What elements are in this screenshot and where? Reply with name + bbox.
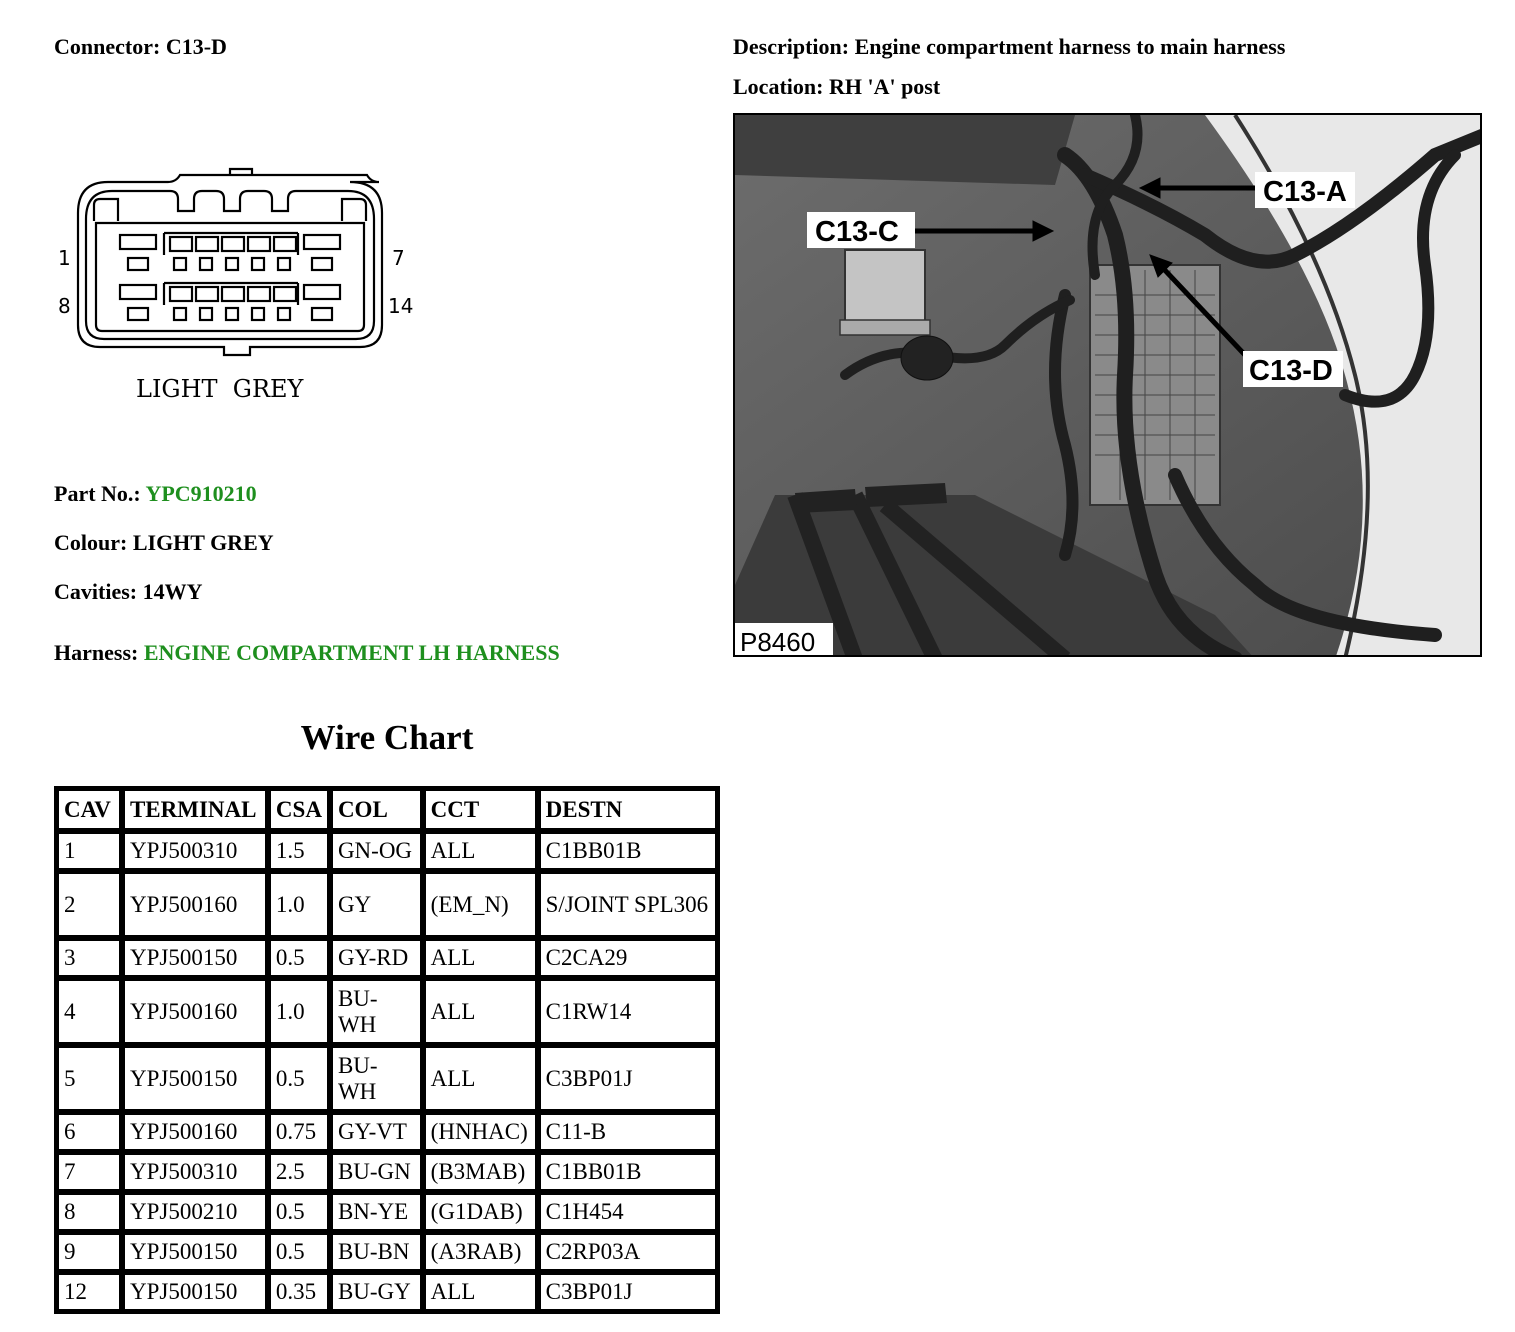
cell-csa: 0.5 xyxy=(268,1232,330,1272)
table-row xyxy=(56,1272,718,1312)
colour-line xyxy=(54,530,274,556)
cell-cav: 4 xyxy=(56,978,122,1045)
cavities-label: Cavities: xyxy=(54,579,138,604)
table-row xyxy=(56,871,718,938)
table-row xyxy=(56,1152,718,1192)
col-header-cct: CCT xyxy=(423,788,538,831)
cell-terminal: YPJ500160 xyxy=(122,871,268,938)
cell-csa: 0.5 xyxy=(268,938,330,978)
cell-destn: C3BP01J xyxy=(538,1045,718,1112)
pin-label-7: 7 xyxy=(392,246,405,270)
cell-csa: 0.75 xyxy=(268,1112,330,1152)
cell-destn: S/JOINT SPL306 xyxy=(538,871,718,938)
cell-cav: 1 xyxy=(56,831,122,871)
cell-destn: C11-B xyxy=(538,1112,718,1152)
description-label: Description: xyxy=(733,34,850,59)
col-header-terminal: TERMINAL xyxy=(122,788,268,831)
cell-cct: ALL xyxy=(423,978,538,1045)
table-row xyxy=(56,978,718,1045)
cell-cav: 3 xyxy=(56,938,122,978)
col-header-csa: CSA xyxy=(268,788,330,831)
cell-cav: 2 xyxy=(56,871,122,938)
table-row xyxy=(56,1232,718,1272)
cell-cct: ALL xyxy=(423,1272,538,1312)
cell-col: BU-GY xyxy=(330,1272,423,1312)
col-header-destn: DESTN xyxy=(538,788,718,831)
part-no-line xyxy=(54,481,257,507)
location-photo-drawing xyxy=(735,115,1482,657)
cell-terminal: YPJ500150 xyxy=(122,1232,268,1272)
connector-label: Connector: xyxy=(54,34,161,59)
col-header-cav: CAV xyxy=(56,788,122,831)
cell-terminal: YPJ500160 xyxy=(122,1112,268,1152)
cavities-value: 14WY xyxy=(142,579,203,604)
cell-terminal: YPJ500160 xyxy=(122,978,268,1045)
cell-destn: C1H454 xyxy=(538,1192,718,1232)
cell-cct: (EM_N) xyxy=(423,871,538,938)
pin-label-1: 1 xyxy=(58,246,71,270)
wire-chart-table xyxy=(54,786,720,1314)
cell-destn: C2RP03A xyxy=(538,1232,718,1272)
cell-col: GY-RD xyxy=(330,938,423,978)
callout-c13-a: C13-A xyxy=(1263,176,1347,208)
cell-col: BU-GN xyxy=(330,1152,423,1192)
cell-cct: (HNHAC) xyxy=(423,1112,538,1152)
part-no-link[interactable]: YPC910210 xyxy=(145,481,257,506)
table-row xyxy=(56,1192,718,1232)
callout-c13-c: C13-C xyxy=(815,216,899,248)
cell-csa: 1.0 xyxy=(268,978,330,1045)
cell-cct: (B3MAB) xyxy=(423,1152,538,1192)
cell-cav: 12 xyxy=(56,1272,122,1312)
description-line xyxy=(733,34,1285,60)
cell-terminal: YPJ500150 xyxy=(122,1272,268,1312)
cell-col: GN-OG xyxy=(330,831,423,871)
cell-col: BU-WH xyxy=(330,978,423,1045)
connector-line xyxy=(54,34,227,60)
cell-csa: 0.5 xyxy=(268,1045,330,1112)
harness-label: Harness: xyxy=(54,640,139,665)
pin-label-14: 14 xyxy=(388,294,414,318)
part-no-label: Part No.: xyxy=(54,481,141,506)
cell-cav: 7 xyxy=(56,1152,122,1192)
cell-destn: C1RW14 xyxy=(538,978,718,1045)
diagram-colour-caption: LIGHT GREY xyxy=(136,375,304,403)
table-row xyxy=(56,831,718,871)
cell-destn: C1BB01B xyxy=(538,1152,718,1192)
colour-value: LIGHT GREY xyxy=(132,530,274,555)
cell-cct: (G1DAB) xyxy=(423,1192,538,1232)
callout-c13-d: C13-D xyxy=(1249,355,1333,387)
cell-col: BU-WH xyxy=(330,1045,423,1112)
cell-cav: 6 xyxy=(56,1112,122,1152)
figure-id: P8460 xyxy=(740,627,816,657)
harness-line xyxy=(54,640,560,666)
cell-csa: 0.5 xyxy=(268,1192,330,1232)
cell-cav: 8 xyxy=(56,1192,122,1232)
cell-col: BU-BN xyxy=(330,1232,423,1272)
cell-terminal: YPJ500310 xyxy=(122,1152,268,1192)
cell-terminal: YPJ500150 xyxy=(122,938,268,978)
cell-csa: 1.0 xyxy=(268,871,330,938)
table-header-row xyxy=(56,788,718,831)
connector-face-diagram xyxy=(50,165,440,410)
harness-link[interactable]: ENGINE COMPARTMENT LH HARNESS xyxy=(143,640,560,665)
pin-label-8: 8 xyxy=(58,294,71,318)
cell-terminal: YPJ500310 xyxy=(122,831,268,871)
cell-cct: ALL xyxy=(423,1045,538,1112)
cell-destn: C2CA29 xyxy=(538,938,718,978)
colour-label: Colour: xyxy=(54,530,128,555)
cell-cav: 9 xyxy=(56,1232,122,1272)
cell-cav: 5 xyxy=(56,1045,122,1112)
cell-destn: C3BP01J xyxy=(538,1272,718,1312)
cell-col: GY xyxy=(330,871,423,938)
description-value: Engine compartment harness to main harness xyxy=(854,34,1286,59)
cell-col: BN-YE xyxy=(330,1192,423,1232)
location-line xyxy=(733,74,940,100)
cell-col: GY-VT xyxy=(330,1112,423,1152)
cell-cct: (A3RAB) xyxy=(423,1232,538,1272)
location-value: RH 'A' post xyxy=(828,74,941,99)
cell-cct: ALL xyxy=(423,938,538,978)
cell-destn: C1BB01B xyxy=(538,831,718,871)
cell-csa: 1.5 xyxy=(268,831,330,871)
table-row xyxy=(56,938,718,978)
cell-csa: 2.5 xyxy=(268,1152,330,1192)
cell-terminal: YPJ500150 xyxy=(122,1045,268,1112)
table-row xyxy=(56,1045,718,1112)
col-header-col: COL xyxy=(330,788,423,831)
cell-terminal: YPJ500210 xyxy=(122,1192,268,1232)
cell-csa: 0.35 xyxy=(268,1272,330,1312)
cavities-line xyxy=(54,579,202,605)
wire-chart-title: Wire Chart xyxy=(300,718,474,757)
connector-id: C13-D xyxy=(165,34,227,59)
location-photo xyxy=(733,113,1482,657)
table-row xyxy=(56,1112,718,1152)
cell-cct: ALL xyxy=(423,831,538,871)
location-label: Location: xyxy=(733,74,824,99)
